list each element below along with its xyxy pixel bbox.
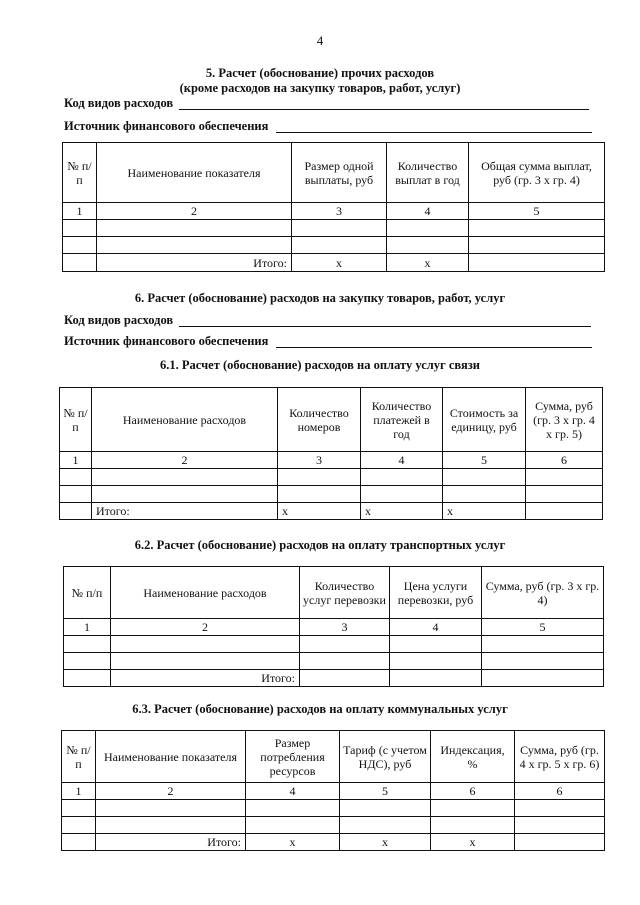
col-number: 6	[431, 783, 515, 800]
table-row[interactable]	[60, 486, 603, 503]
column-number-row	[64, 619, 604, 636]
col-header: Наименование расходов	[111, 567, 300, 619]
total-row	[63, 254, 605, 272]
section-6-code-field	[64, 313, 173, 328]
col-number: 5	[340, 783, 431, 800]
table-cell[interactable]	[443, 469, 526, 486]
column-number-row	[60, 452, 603, 469]
col-header: Количество выплат в год	[387, 143, 469, 203]
table-cell[interactable]	[111, 653, 300, 670]
table-cell[interactable]	[246, 800, 340, 817]
col-number: 4	[387, 203, 469, 220]
table-section-6-3	[61, 730, 605, 851]
table-row[interactable]	[62, 800, 605, 817]
total-cell[interactable]	[526, 503, 603, 520]
table-cell[interactable]	[431, 800, 515, 817]
col-header: Сумма, руб (гр. 3 х гр. 4 х гр. 5)	[526, 388, 603, 452]
total-label: Итого:	[96, 834, 246, 851]
total-cell: x	[292, 254, 387, 272]
col-header: Тариф (с учетом НДС), руб	[340, 731, 431, 783]
col-number: 6	[526, 452, 603, 469]
header-row	[64, 567, 604, 619]
table-cell[interactable]	[278, 486, 361, 503]
table-row[interactable]	[64, 653, 604, 670]
total-cell[interactable]	[515, 834, 605, 851]
table-cell[interactable]	[246, 817, 340, 834]
total-cell: x	[361, 503, 443, 520]
table-row[interactable]	[60, 469, 603, 486]
code-input-line[interactable]	[179, 326, 591, 327]
total-cell: x	[246, 834, 340, 851]
section-6-1-title: 6.1. Расчет (обоснование) расходов на оплату услуг связи	[160, 358, 480, 372]
col-header: Размер одной выплаты, руб	[292, 143, 387, 203]
section-6-title: 6. Расчет (обоснование) расходов на закупку товаров, работ, услуг	[134, 291, 506, 305]
table-cell[interactable]	[292, 237, 387, 254]
table-cell[interactable]	[97, 237, 292, 254]
table-row[interactable]	[64, 636, 604, 653]
col-number: 1	[60, 452, 92, 469]
table-cell[interactable]	[96, 817, 246, 834]
section-5-code-field	[64, 96, 173, 111]
column-number-row	[63, 203, 605, 220]
table-cell[interactable]	[361, 469, 443, 486]
col-header: Размер потребления ресурсов	[246, 731, 340, 783]
col-number: 1	[62, 783, 96, 800]
total-cell: x	[443, 503, 526, 520]
total-row	[64, 670, 604, 687]
source-input-line[interactable]	[276, 347, 592, 348]
total-cell: x	[278, 503, 361, 520]
col-number: 3	[292, 203, 387, 220]
total-cell[interactable]	[482, 670, 604, 687]
col-number: 1	[63, 203, 97, 220]
total-cell[interactable]	[469, 254, 605, 272]
section-5-subtitle: (кроме расходов на закупку товаров, работ, услуг)	[179, 81, 461, 95]
col-number: 4	[390, 619, 482, 636]
col-number: 1	[64, 619, 111, 636]
col-number: 2	[97, 203, 292, 220]
total-label: Итого:	[111, 670, 300, 687]
section-5-source-field	[64, 119, 268, 134]
total-cell	[63, 254, 97, 272]
table-cell[interactable]	[62, 817, 96, 834]
col-header: Количество услуг перевозки	[300, 567, 390, 619]
table-cell[interactable]	[300, 636, 390, 653]
total-cell: x	[387, 254, 469, 272]
table-cell[interactable]	[92, 469, 278, 486]
col-number: 4	[246, 783, 340, 800]
section-6-2-title: 6.2. Расчет (обоснование) расходов на оплату транспортных услуг	[134, 538, 506, 552]
col-number: 4	[361, 452, 443, 469]
total-cell: x	[340, 834, 431, 851]
table-cell[interactable]	[64, 653, 111, 670]
col-header: Сумма, руб (гр. 3 х гр. 4)	[482, 567, 604, 619]
table-cell[interactable]	[431, 817, 515, 834]
col-header: Индексация, %	[431, 731, 515, 783]
table-cell[interactable]	[60, 486, 92, 503]
total-label: Итого:	[92, 503, 278, 520]
source-label: Источник финансового обеспечения	[64, 334, 269, 348]
table-cell[interactable]	[387, 237, 469, 254]
header-row	[62, 731, 605, 783]
table-cell[interactable]	[96, 800, 246, 817]
code-label: Код видов расходов	[64, 96, 174, 110]
table-cell[interactable]	[60, 469, 92, 486]
col-header: Количество платежей в год	[361, 388, 443, 452]
header-row	[60, 388, 603, 452]
table-cell[interactable]	[63, 237, 97, 254]
table-cell[interactable]	[278, 469, 361, 486]
total-cell[interactable]	[390, 670, 482, 687]
section-5-title: 5. Расчет (обоснование) прочих расходов	[205, 66, 435, 80]
table-row[interactable]	[63, 220, 605, 237]
table-cell[interactable]	[390, 653, 482, 670]
table-cell[interactable]	[387, 220, 469, 237]
table-section-6-2	[63, 566, 604, 687]
table-cell[interactable]	[340, 800, 431, 817]
table-cell[interactable]	[482, 653, 604, 670]
col-header: Сумма, руб (гр. 4 х гр. 5 х гр. 6)	[515, 731, 605, 783]
section-6-source-field	[64, 334, 268, 349]
table-cell[interactable]	[64, 636, 111, 653]
col-header: Цена услуги перевозки, руб	[390, 567, 482, 619]
table-cell[interactable]	[62, 800, 96, 817]
table-cell[interactable]	[300, 653, 390, 670]
total-label: Итого:	[97, 254, 292, 272]
page-number: 4	[316, 33, 324, 48]
total-cell: x	[431, 834, 515, 851]
source-input-line[interactable]	[276, 132, 592, 133]
column-number-row	[62, 783, 605, 800]
col-number: 6	[515, 783, 605, 800]
col-header: Стоимость за единицу, руб	[443, 388, 526, 452]
section-6-3-title: 6.3. Расчет (обоснование) расходов на оплату коммунальных услуг	[132, 702, 508, 716]
col-number: 2	[111, 619, 300, 636]
col-number: 2	[92, 452, 278, 469]
table-cell[interactable]	[292, 220, 387, 237]
table-cell[interactable]	[515, 800, 605, 817]
table-cell[interactable]	[361, 486, 443, 503]
table-row[interactable]	[63, 237, 605, 254]
table-cell[interactable]	[443, 486, 526, 503]
table-section-6-1	[59, 387, 603, 520]
table-cell[interactable]	[469, 220, 605, 237]
table-cell[interactable]	[111, 636, 300, 653]
table-cell[interactable]	[97, 220, 292, 237]
col-header: Количество номеров	[278, 388, 361, 452]
col-header: Наименование показателя	[96, 731, 246, 783]
table-cell[interactable]	[92, 486, 278, 503]
table-cell[interactable]	[63, 220, 97, 237]
table-cell[interactable]	[526, 469, 603, 486]
col-number: 2	[96, 783, 246, 800]
table-cell[interactable]	[482, 636, 604, 653]
total-cell[interactable]	[300, 670, 390, 687]
table-cell[interactable]	[340, 817, 431, 834]
col-number: 5	[482, 619, 604, 636]
code-input-line[interactable]	[179, 109, 589, 110]
col-header: Наименование показателя	[97, 143, 292, 203]
total-row	[60, 503, 603, 520]
table-cell[interactable]	[390, 636, 482, 653]
table-cell[interactable]	[469, 237, 605, 254]
col-number: 3	[278, 452, 361, 469]
col-number: 3	[300, 619, 390, 636]
total-row	[62, 834, 605, 851]
total-cell	[60, 503, 92, 520]
table-row[interactable]	[62, 817, 605, 834]
col-header: № п/п	[60, 388, 92, 452]
table-cell[interactable]	[515, 817, 605, 834]
col-number: 5	[443, 452, 526, 469]
code-label: Код видов расходов	[64, 313, 174, 327]
col-number: 5	[469, 203, 605, 220]
table-section-5	[62, 142, 605, 272]
total-cell	[64, 670, 111, 687]
col-header: № п/п	[64, 567, 111, 619]
total-cell	[62, 834, 96, 851]
col-header: № п/п	[63, 143, 97, 203]
col-header: Общая сумма выплат, руб (гр. 3 х гр. 4)	[469, 143, 605, 203]
col-header: № п/п	[62, 731, 96, 783]
col-header: Наименование расходов	[92, 388, 278, 452]
source-label: Источник финансового обеспечения	[64, 119, 269, 133]
table-cell[interactable]	[526, 486, 603, 503]
header-row	[63, 143, 605, 203]
